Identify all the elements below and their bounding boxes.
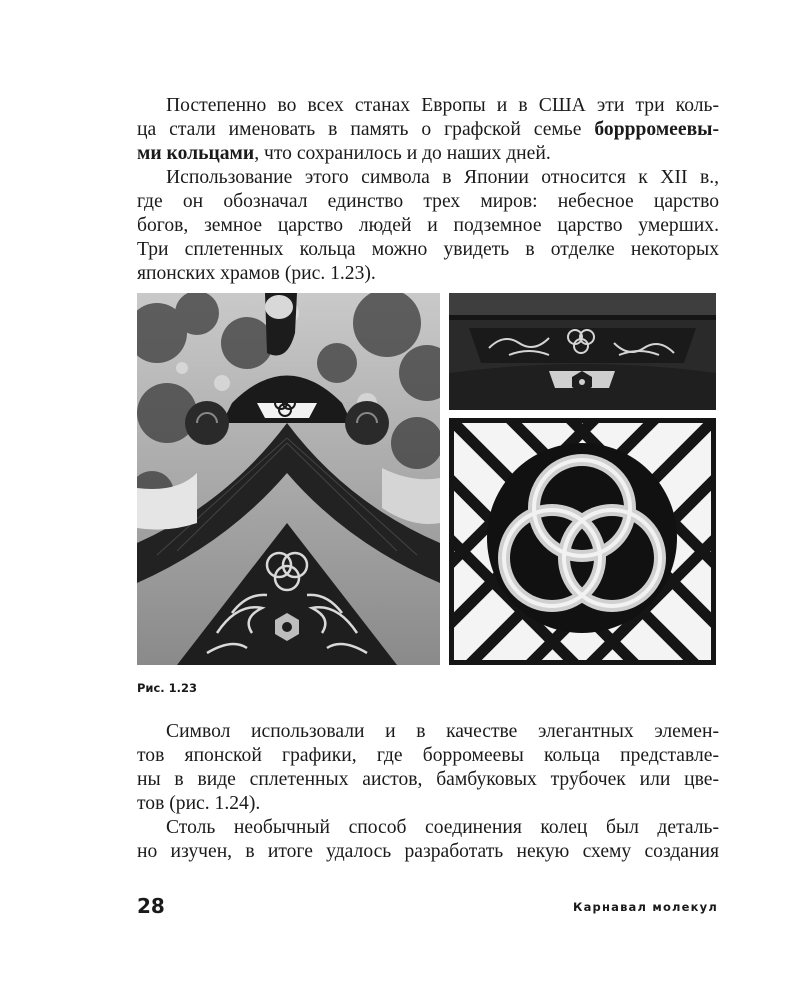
running-title: Карнавал молекул	[572, 900, 718, 914]
text-line: тов (рис. 1.24).	[137, 793, 261, 814]
text-line	[137, 118, 719, 142]
text-line: японских храмов (рис. 1.23).	[137, 263, 376, 284]
carved-beam-photo	[449, 293, 716, 410]
text-line: Столь необычный способ соединения колец был деталь-	[166, 817, 719, 838]
text-line: где он обозначал единство трех миров: небесное царство	[137, 191, 719, 212]
text-line: Символ использовали и в качестве элегантных элемен-	[166, 721, 719, 742]
text-line: богов, земное царство людей и подземное царство умерших.	[137, 215, 719, 236]
temple-roof-photo	[137, 293, 440, 665]
text-line: Постепенно во всех станах Европы и в США эти три коль-	[166, 95, 719, 116]
bold-term: боррромеевы-	[594, 119, 719, 140]
text-line: Использование этого символа в Японии относится к XII в.,	[166, 167, 719, 188]
text-span: ца стали именовать в память о графской семье	[137, 119, 595, 140]
text-span: , что сохранилось и до наших дней.	[254, 143, 551, 164]
text-line: но изучен, в итоге удалось разработать некую схему создания	[137, 841, 719, 862]
figure-caption: Рис. 1.23	[137, 681, 198, 695]
text-line: ны в виде сплетенных аистов, бамбуковых трубочек или цве-	[137, 769, 719, 790]
page-number: 28	[137, 894, 165, 918]
ring-lattice-photo	[449, 418, 716, 665]
bold-term: ми кольцами	[137, 143, 255, 164]
text-line: тов японской графики, где борромеевы кольца представле-	[137, 745, 719, 766]
text-line	[137, 142, 719, 166]
body-text-bottom	[137, 720, 719, 864]
body-text-top	[137, 94, 719, 286]
text-line: Три сплетенных кольца можно увидеть в отделке некоторых	[137, 239, 719, 260]
